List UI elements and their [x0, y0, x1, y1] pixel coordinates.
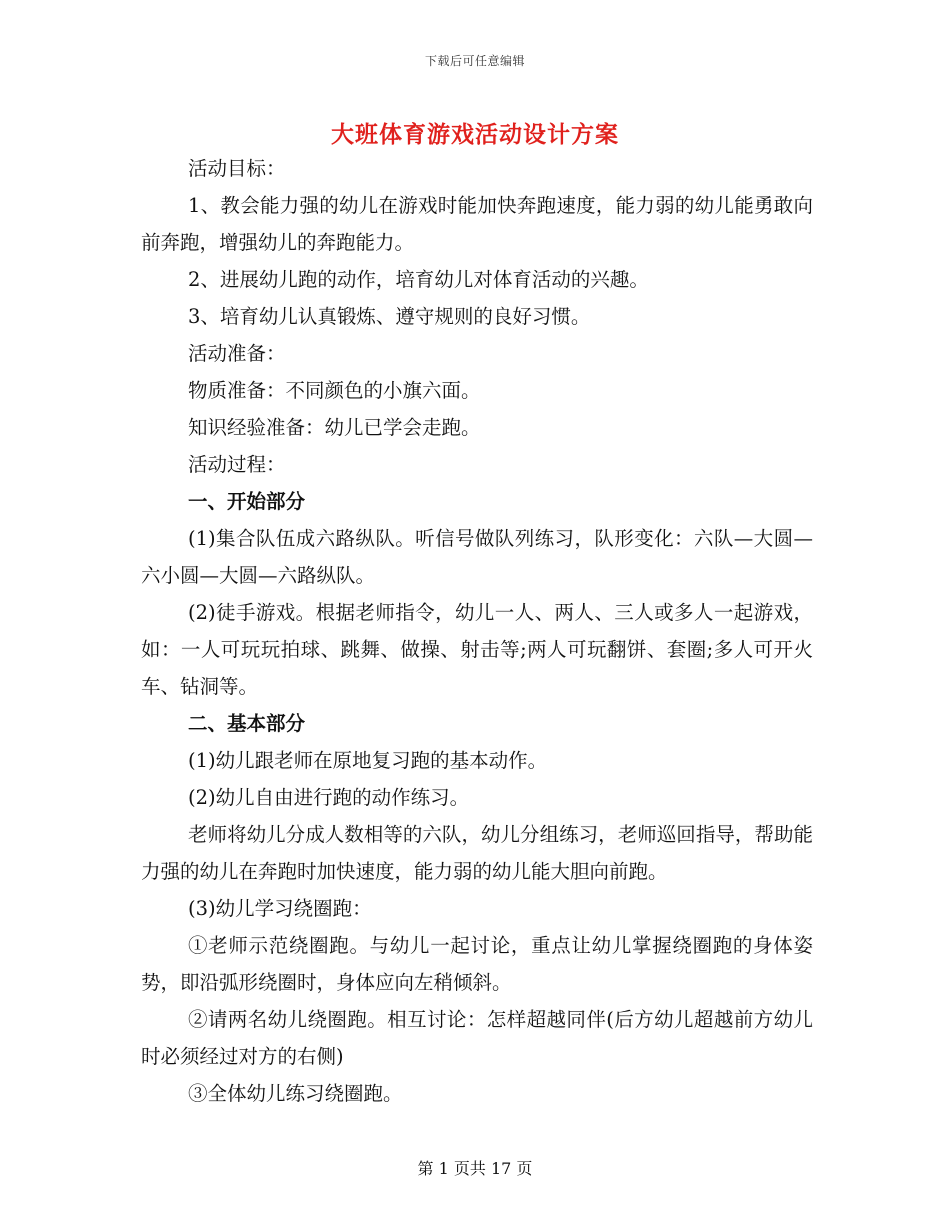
paragraph: 3、培育幼儿认真锻炼、遵守规则的良好习惯。: [188, 305, 591, 328]
section-heading: 二、基本部分: [188, 712, 306, 735]
paragraph: 活动过程：: [188, 453, 286, 476]
document-body: [141, 150, 813, 1112]
paragraph: ①老师示范绕圈跑。与幼儿一起讨论，重点让幼儿掌握绕圈跑的身体姿势，即沿弧形绕圈时，身体应向左稍倾斜。: [141, 934, 813, 994]
paragraph: 2、进展幼儿跑的动作，培育幼儿对体育活动的兴趣。: [188, 268, 649, 291]
paragraph: (2)徒手游戏。根据老师指令，幼儿一人、两人、三人或多人一起游戏，如：一人可玩玩拍球、跳舞、做操、射击等;两人可玩翻饼、套圈;多人可开火车、钻洞等。: [141, 601, 813, 698]
paragraph: (1)集合队伍成六路纵队。听信号做队列练习，队形变化：六队—大圆—六小圆—大圆—六路纵队。: [141, 527, 813, 587]
paragraph: 活动目标：: [188, 157, 286, 180]
paragraph: 1、教会能力强的幼儿在游戏时能加快奔跑速度，能力弱的幼儿能勇敢向前奔跑，增强幼儿的奔跑能力。: [141, 194, 813, 254]
section-heading: 一、开始部分: [188, 490, 306, 513]
paragraph: 知识经验准备：幼儿已学会走跑。: [188, 416, 481, 439]
paragraph: (2)幼儿自由进行跑的动作练习。: [188, 786, 470, 809]
header-note: 下载后可任意编辑: [424, 54, 525, 68]
paragraph: 活动准备：: [188, 342, 286, 365]
paragraph: ②请两名幼儿绕圈跑。相互讨论：怎样超越同伴(后方幼儿超越前方幼儿时必须经过对方的右侧): [141, 1008, 813, 1068]
paragraph: (1)幼儿跟老师在原地复习跑的基本动作。: [188, 749, 548, 772]
document-title: 大班体育游戏活动设计方案: [331, 121, 619, 148]
page-number-footer: 第 1 页共 17 页: [417, 1159, 533, 1178]
paragraph: ③全体幼儿练习绕圈跑。: [188, 1082, 403, 1105]
paragraph: 物质准备：不同颜色的小旗六面。: [188, 379, 481, 402]
paragraph: (3)幼儿学习绕圈跑：: [188, 897, 372, 920]
paragraph: 老师将幼儿分成人数相等的六队，幼儿分组练习，老师巡回指导，帮助能力强的幼儿在奔跑时加快速度，能力弱的幼儿能大胆向前跑。: [141, 823, 813, 883]
